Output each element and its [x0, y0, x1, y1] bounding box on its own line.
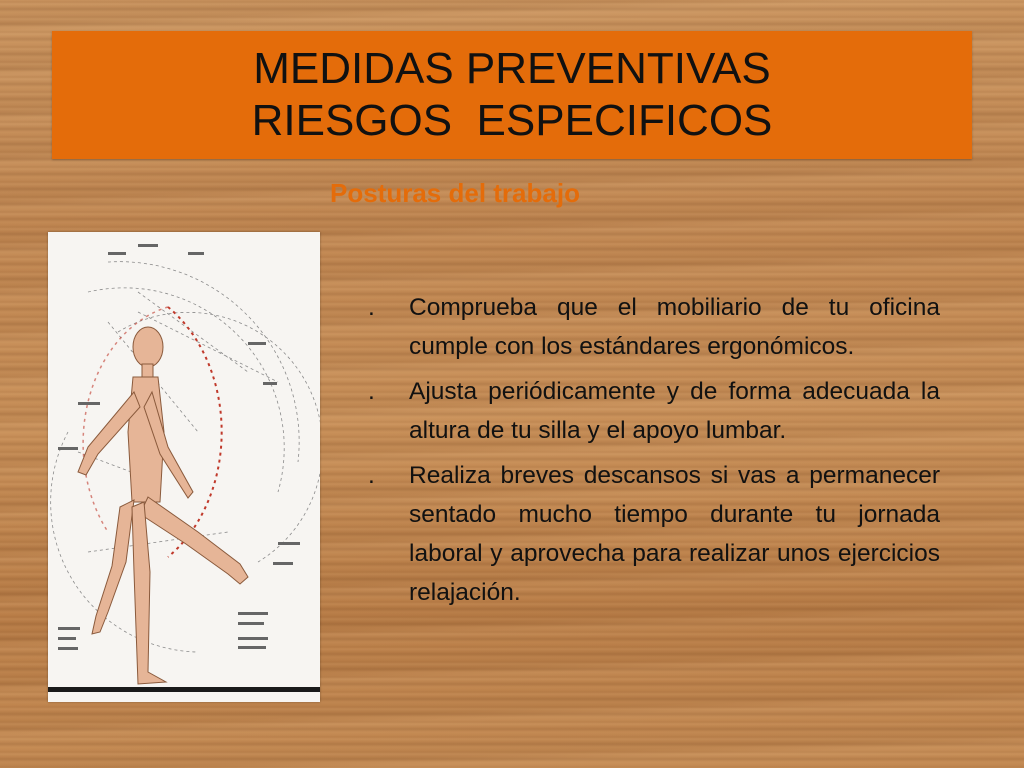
title-banner [52, 31, 972, 159]
subtitle: Posturas del trabajo [330, 178, 580, 208]
ergonomic-figure-image [48, 232, 320, 702]
bullet-text: Realiza breves descansos si vas a permanecer sentado mucho tiempo durante tu jornada laboral y aprovecha para realizar unos ejercicios relajación. [409, 462, 940, 606]
bullet-list [368, 288, 940, 618]
bullet-item [368, 456, 940, 612]
bullet-mark: . [368, 378, 375, 405]
bullet-mark: . [368, 462, 375, 489]
title-line-2: RIESGOS ESPECIFICOS [251, 96, 773, 145]
bullet-item [368, 288, 940, 366]
bullet-text: Ajusta periódicamente y de forma adecuada la altura de tu silla y el apoyo lumbar. [409, 378, 940, 444]
bullet-text: Comprueba que el mobiliario de tu oficina cumple con los estándares ergonómicos. [409, 294, 940, 360]
bullet-mark: . [368, 294, 375, 321]
title-line-1: MEDIDAS PREVENTIVAS [253, 44, 771, 93]
bullet-item [368, 372, 940, 450]
walking-figure-icon [48, 232, 320, 702]
